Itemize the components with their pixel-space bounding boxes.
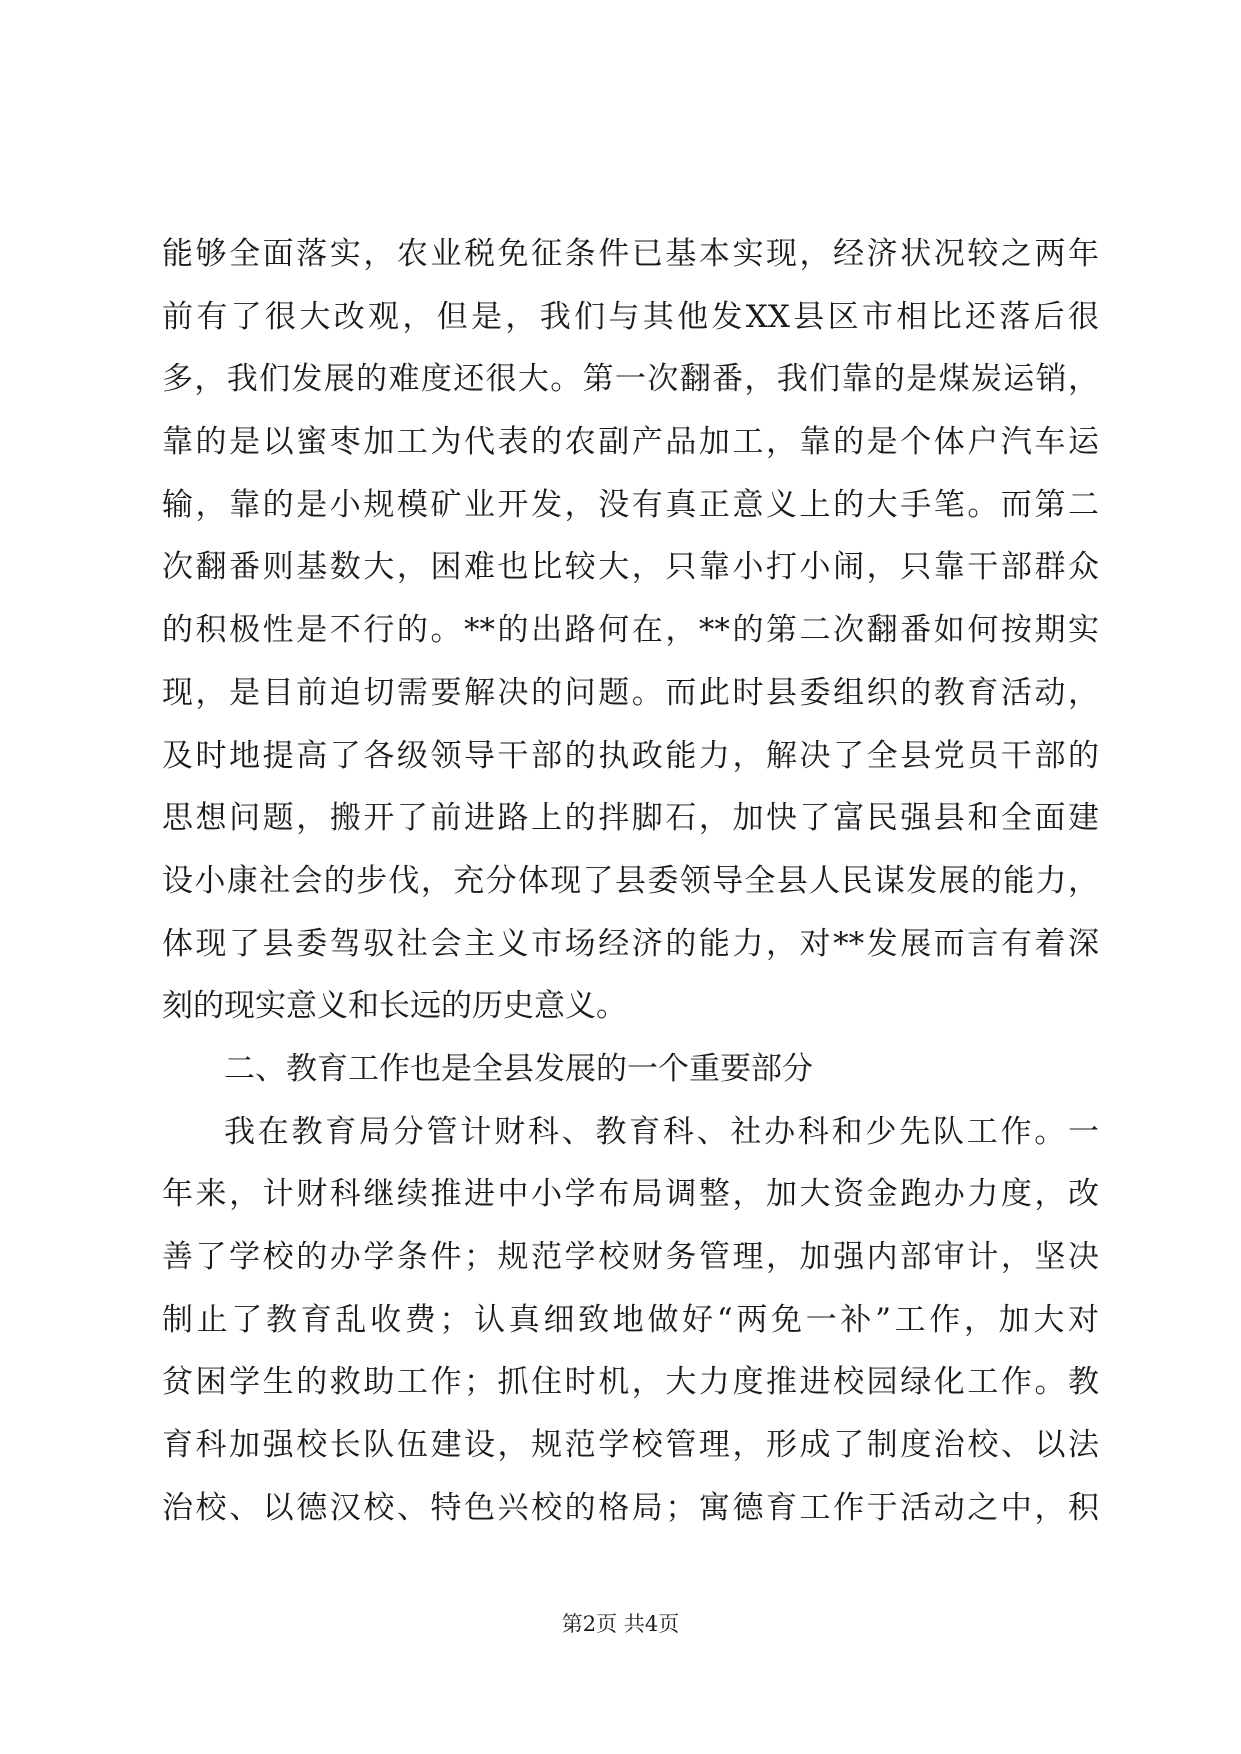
paragraph xyxy=(162,223,1099,1038)
text-line: 体现了县委驾驭社会主义市场经济的能力，对**发展而言有着深 xyxy=(162,925,1099,962)
text-line: 靠的是以蜜枣加工为代表的农副产品加工，靠的是个体户汽车运 xyxy=(162,424,1099,461)
text-line: 我在教育局分管计财科、教育科、社办科和少先队工作。一 xyxy=(224,1113,1099,1150)
text-line: 现，是目前迫切需要解决的问题。而此时县委组织的教育活动， xyxy=(162,674,1099,711)
text-line: 制止了教育乱收费；认真细致地做好“两免一补”工作，加大对 xyxy=(162,1301,1099,1338)
text-line: 育科加强校长队伍建设，规范学校管理，形成了制度治校、以法 xyxy=(162,1427,1099,1464)
text-line: 设小康社会的步伐，充分体现了县委领导全县人民谋发展的能力， xyxy=(162,862,1099,899)
text-line: 输，靠的是小规模矿业开发，没有真正意义上的大手笔。而第二 xyxy=(162,486,1099,523)
page-footer: 第2页 共4页 xyxy=(561,1612,680,1636)
page-body xyxy=(162,223,1099,1539)
text-line: 二、教育工作也是全县发展的一个重要部分 xyxy=(224,1050,813,1087)
paragraph xyxy=(162,1101,1099,1540)
text-line: 刻的现实意义和长远的历史意义。 xyxy=(162,988,627,1025)
text-line: 多，我们发展的难度还很大。第一次翻番，我们靠的是煤炭运销， xyxy=(162,361,1099,398)
text-line: 年来，计财科继续推进中小学布局调整，加大资金跑办力度，改 xyxy=(162,1176,1099,1213)
text-line: 思想问题，搬开了前进路上的拌脚石，加快了富民强县和全面建 xyxy=(162,800,1099,837)
text-line: 前有了很大改观，但是，我们与其他发XX县区市相比还落后很 xyxy=(162,298,1099,335)
paragraph xyxy=(162,1038,1099,1101)
text-line: 贫困学生的救助工作；抓住时机，大力度推进校园绿化工作。教 xyxy=(162,1364,1099,1401)
text-line: 能够全面落实，农业税免征条件已基本实现，经济状况较之两年 xyxy=(162,236,1099,272)
text-line: 的积极性是不行的。**的出路何在，**的第二次翻番如何按期实 xyxy=(162,612,1099,649)
text-line: 善了学校的办学条件；规范学校财务管理，加强内部审计，坚决 xyxy=(162,1239,1099,1275)
text-line: 治校、以德汉校、特色兴校的格局；寓德育工作于活动之中，积 xyxy=(162,1489,1099,1526)
text-line: 次翻番则基数大，困难也比较大，只靠小打小闹，只靠干部群众 xyxy=(162,549,1099,586)
text-line: 及时地提高了各级领导干部的执政能力，解决了全县党员干部的 xyxy=(162,737,1099,774)
